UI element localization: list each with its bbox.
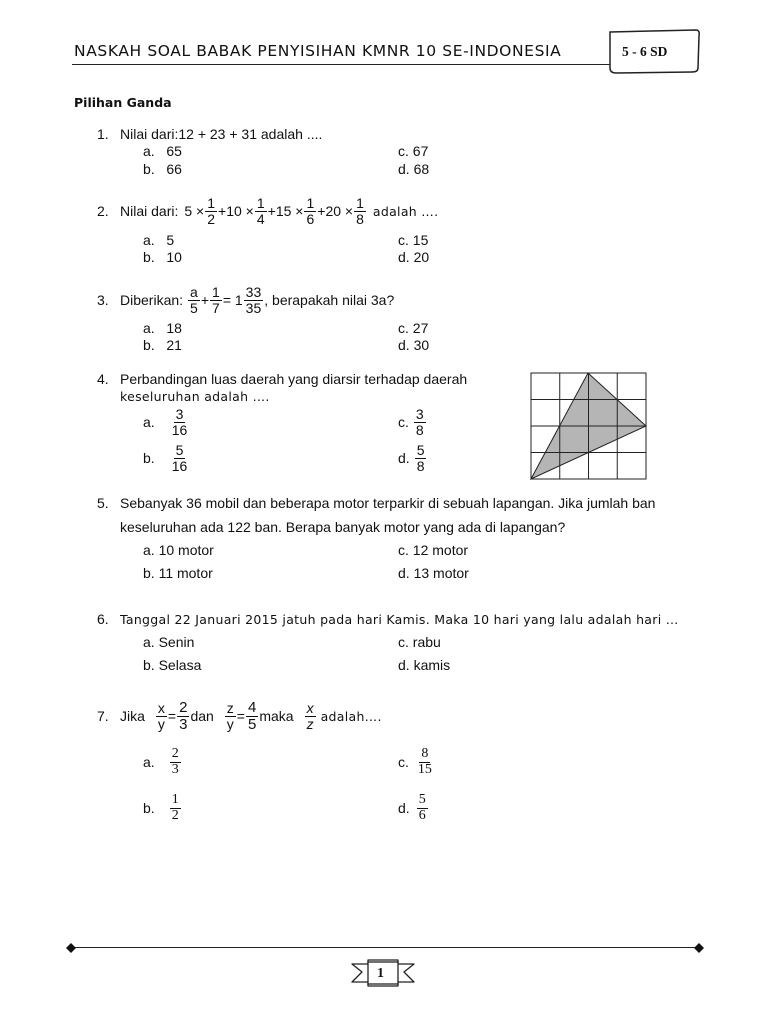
option-a[interactable]: a. $\frac{3}{16}$ <box>143 406 188 438</box>
question-number: 3. <box>97 292 109 308</box>
question-number: 7. <box>97 708 109 724</box>
option-b[interactable]: b. 66 <box>143 161 182 177</box>
grid-triangle-figure <box>530 372 648 480</box>
question-number: 5. <box>97 495 109 511</box>
section-title: Pilihan Ganda <box>74 95 172 110</box>
option-c[interactable]: c. rabu <box>398 634 441 650</box>
fraction: $\frac{1}{6}$ <box>306 194 315 227</box>
question-lead: Nilai dari: <box>120 126 179 142</box>
fraction: $\frac{33}{35}$ <box>245 283 262 316</box>
option-a[interactable]: a. $\frac{2}{3}$ <box>143 746 179 777</box>
option-d[interactable]: d. 13 motor <box>398 565 469 581</box>
option-a[interactable]: a. 10 motor <box>143 542 214 558</box>
question-text: Nilai dari: 5 × $\frac{1}{2}$ +10 × $\frac{1}{4}$ +15 × $\frac{1}{6}$ +20 × $\frac{1}{8}$ adalah …. <box>120 194 439 227</box>
option-a[interactable]: a. 5 <box>143 232 175 248</box>
option-c[interactable]: c. 12 motor <box>398 542 469 558</box>
option-b[interactable]: b. 10 <box>143 249 182 265</box>
header-rule <box>72 64 612 65</box>
question-text-line2: keseluruhan adalah …. <box>120 389 270 404</box>
option-c[interactable]: c. 67 <box>398 143 429 159</box>
option-c[interactable]: c. $\frac{3}{8}$ <box>398 406 424 438</box>
option-b[interactable]: b. $\frac{1}{2}$ <box>143 792 179 823</box>
question-text-line1: Perbandingan luas daerah yang diarsir terhadap daerah <box>120 371 468 387</box>
option-c[interactable]: c. $\frac{8}{15}$ <box>398 746 432 777</box>
question-number: 2. <box>97 203 109 219</box>
fraction: $\frac{1}{7}$ <box>212 283 220 316</box>
question-text-line2: keseluruhan ada 122 ban. Berapa banyak motor yang ada di lapangan? <box>120 519 566 535</box>
document-title: NASKAH SOAL BABAK PENYISIHAN KMNR 10 SE-INDONESIA <box>74 42 562 60</box>
page-number: 1 <box>377 966 384 981</box>
option-b[interactable]: b. 21 <box>143 337 182 353</box>
option-b[interactable]: b. 11 motor <box>143 565 213 581</box>
option-d[interactable]: d. $\frac{5}{8}$ <box>398 442 425 474</box>
diamond-left-icon <box>66 943 76 953</box>
option-d[interactable]: d. 30 <box>398 337 430 353</box>
diamond-right-icon <box>694 943 704 953</box>
question-text: Diberikan: $\frac{a}{5}$ + $\frac{1}{7}$ = 1 $\frac{33}{35}$ , berapakah nilai 3a? <box>120 283 395 316</box>
option-a[interactable]: a. 18 <box>143 320 182 336</box>
question-text-line1: Sebanyak 36 mobil dan beberapa motor terparkir di sebuah lapangan. Jika jumlah ban <box>120 495 656 511</box>
footer-rule <box>70 947 700 948</box>
question-number: 6. <box>97 611 109 627</box>
option-d[interactable]: d. kamis <box>398 657 451 673</box>
option-d[interactable]: d. 20 <box>398 249 430 265</box>
question-text: Jika $\frac{x}{y}$ = $\frac{2}{3}$ dan $\frac{z}{y}$ = $\frac{4}{5}$ maka $\frac{x}{z}$ adalah…. <box>120 698 382 733</box>
option-b[interactable]: b. $\frac{5}{16}$ <box>143 442 188 474</box>
question-number: 4. <box>97 371 109 387</box>
question-number: 1. <box>97 126 109 142</box>
option-d[interactable]: d. 68 <box>398 161 430 177</box>
question-text <box>120 126 322 142</box>
grade-badge: 5 - 6 SD <box>622 44 668 59</box>
option-a[interactable]: a. 65 <box>143 143 182 159</box>
option-c[interactable]: c. 15 <box>398 232 429 248</box>
fraction: $\frac{1}{8}$ <box>356 194 364 227</box>
option-c[interactable]: c. 27 <box>398 320 429 336</box>
math-expression: 12 + 23 + 31 <box>178 126 257 142</box>
fraction: $\frac{a}{5}$ <box>190 283 198 316</box>
option-a[interactable]: a. Senin <box>143 634 195 650</box>
option-d[interactable]: d. $\frac{5}{6}$ <box>398 792 426 823</box>
option-b[interactable]: b. Selasa <box>143 657 202 673</box>
question-tail: adalah .... <box>257 126 323 142</box>
fraction: $\frac{1}{2}$ <box>207 194 216 227</box>
question-text: Tanggal 22 Januari 2015 jatuh pada hari Kamis. Maka 10 hari yang lalu adalah hari … <box>120 612 679 627</box>
fraction: $\frac{1}{4}$ <box>256 194 265 227</box>
